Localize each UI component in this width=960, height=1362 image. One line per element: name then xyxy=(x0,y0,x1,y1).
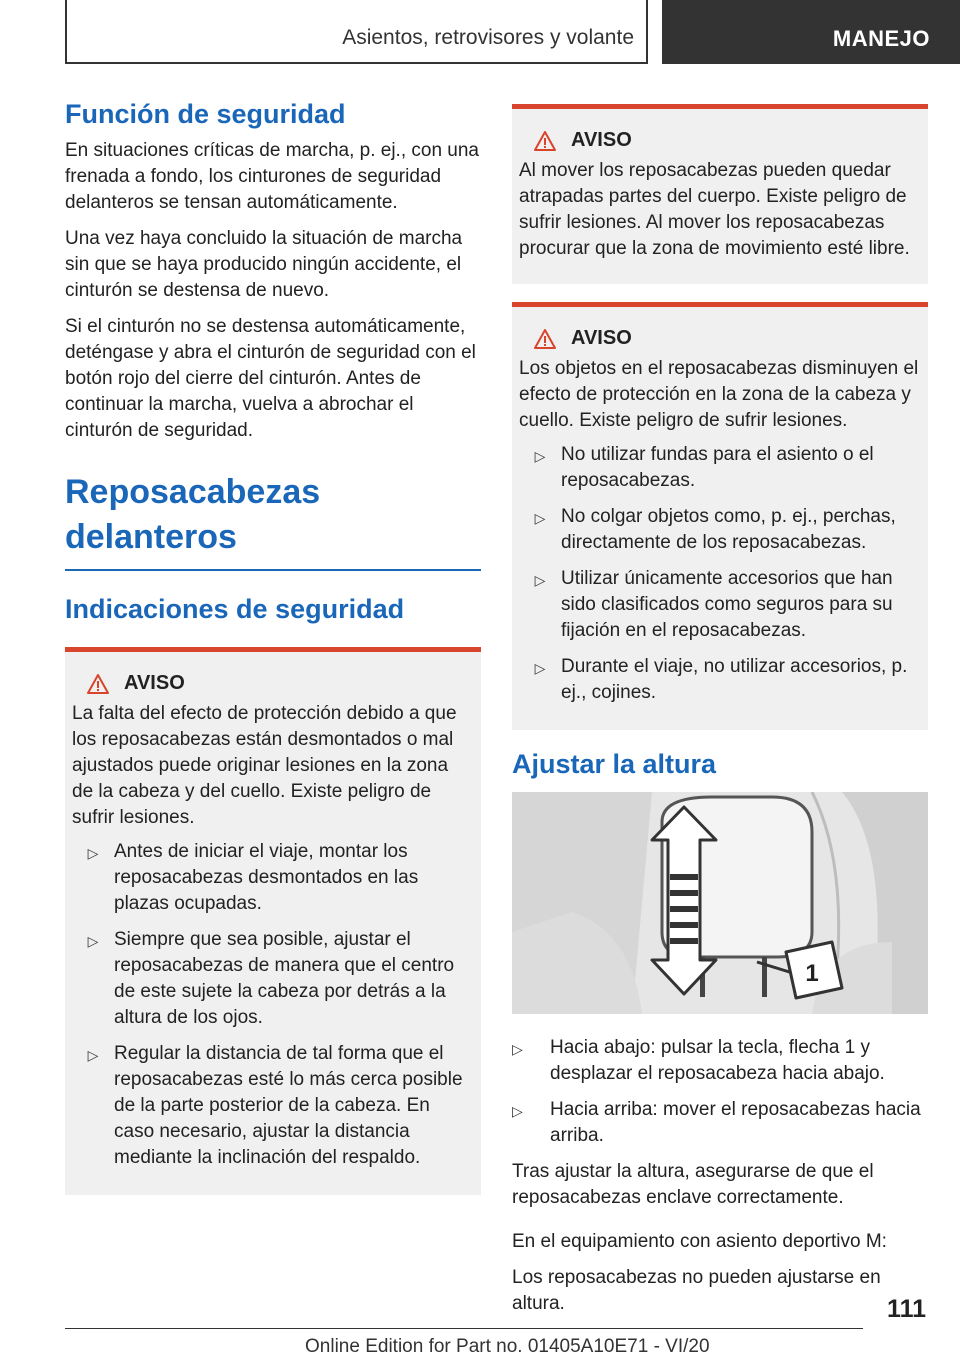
heading-reposacabezas-delanteros: Reposacabezas delanteros xyxy=(65,470,481,570)
paragraph: En el equipamiento con asiento deportivo M: xyxy=(512,1231,887,1253)
headrest-illustration xyxy=(512,792,928,1014)
triangle-bullet-icon: ▷ xyxy=(512,1103,523,1120)
heading-funcion-seguridad: Función de seguridad xyxy=(65,99,346,129)
list-item-text: Antes de iniciar el viaje, montar los reposacabezas desmontados en las plazas ocupadas. xyxy=(114,841,419,915)
page-number: 111 xyxy=(887,1295,926,1323)
triangle-bullet-icon: ▷ xyxy=(87,933,99,950)
header-chapter-tab xyxy=(662,0,960,64)
triangle-bullet-icon: ▷ xyxy=(512,1041,523,1058)
list-item xyxy=(72,1041,474,1171)
warning-title xyxy=(519,327,921,350)
footer-edition: Online Edition for Part no. 01405A10E71 - VI/20 xyxy=(305,1336,710,1357)
warning-text: La falta del efecto de protección debido a que los reposacabezas están desmontados o mal ajustados puede originar lesiones en la zona de la cabeza y del cuello. Existe peligro de sufrir lesiones. xyxy=(72,703,457,829)
header-section-title: Asientos, retrovisores y volante xyxy=(342,26,634,49)
list-item-text: No utilizar fundas para el asiento o el reposacabezas. xyxy=(561,444,874,491)
list-item-text: Utilizar únicamente accesorios que han sido clasificados como seguros para su fijación en el reposacabezas. xyxy=(561,568,893,641)
list-item-text: Siempre que sea posible, ajustar el reposacabezas de manera que el centro de este sujete la cabeza por detrás a la altura de los ojos. xyxy=(114,929,455,1029)
heading-ajustar-altura: Ajustar la altura xyxy=(512,749,717,779)
triangle-bullet-icon: ▷ xyxy=(87,845,99,862)
header-section-box xyxy=(65,0,648,64)
triangle-bullet-icon: ▷ xyxy=(534,660,546,676)
warning-triangle-icon xyxy=(533,328,557,350)
left-column xyxy=(65,98,481,1213)
warning-title-text: AVISO xyxy=(571,327,632,349)
header-chapter-label: MANEJO xyxy=(832,26,930,51)
list-item xyxy=(519,654,921,706)
list-item xyxy=(512,1035,928,1087)
warning-triangle-icon xyxy=(533,130,557,152)
warning-title-text: AVISO xyxy=(124,672,185,695)
paragraph: En situaciones críticas de marcha, p. ej., con una frenada a fondo, los cinturones de seguridad delanteros se tensan automáticamente. xyxy=(65,140,479,214)
heading-indicaciones-seguridad: Indicaciones de seguridad xyxy=(65,593,405,624)
warning-text: Al mover los reposacabezas pueden quedar atrapadas partes del cuerpo. Existe peligro de sufrir lesiones. Al mover los reposacabezas procurar que la zona de movimiento esté libre. xyxy=(519,160,910,259)
warning-title-text: AVISO xyxy=(571,129,632,151)
warning-list xyxy=(72,839,474,1171)
adjust-list xyxy=(512,1035,928,1149)
list-item xyxy=(519,566,921,644)
list-item-text: Hacia arriba: mover el reposacabezas hacia arriba. xyxy=(550,1099,921,1147)
triangle-bullet-icon: ▷ xyxy=(534,448,546,464)
footer-divider xyxy=(65,1328,863,1329)
list-item-text: Hacia abajo: pulsar la tecla, flecha 1 y desplazar el reposacabeza hacia abajo. xyxy=(550,1037,885,1085)
paragraph: Los reposacabezas no pueden ajustarse en altura. xyxy=(512,1267,881,1315)
right-column xyxy=(512,104,928,1327)
warning-title xyxy=(519,129,921,152)
triangle-bullet-icon: ▷ xyxy=(534,510,546,526)
list-item xyxy=(519,504,921,556)
warning-box xyxy=(512,104,928,284)
triangle-bullet-icon: ▷ xyxy=(534,572,546,588)
triangle-bullet-icon: ▷ xyxy=(87,1047,99,1064)
list-item-text: No colgar objetos como, p. ej., perchas, directamente de los reposacabezas. xyxy=(561,506,896,553)
list-item xyxy=(72,839,474,917)
warning-box xyxy=(512,302,928,730)
list-item-text: Regular la distancia de tal forma que el reposacabezas esté lo más cerca posible de la parte posterior de la cabeza. En caso necesario, ajustar la distancia mediante la inclinación del respaldo. xyxy=(114,1043,463,1169)
paragraph: Una vez haya concluido la situación de marcha sin que se haya producido ningún accidente, el cinturón se destensa de nuevo. xyxy=(65,228,463,302)
list-item xyxy=(72,927,474,1031)
figure-callout-label: 1 xyxy=(805,960,819,988)
warning-title xyxy=(72,672,474,695)
list-item xyxy=(519,442,921,494)
list-item-text: Durante el viaje, no utilizar accesorios, p. ej., cojines. xyxy=(561,656,908,703)
warning-triangle-icon xyxy=(86,673,110,695)
warning-box xyxy=(65,647,481,1195)
paragraph: Si el cinturón no se destensa automáticamente, deténgase y abra el cinturón de seguridad con el botón rojo del cierre del cinturón. Antes de continuar la marcha, vuelva a abrochar el cinturón de seguridad. xyxy=(65,316,476,442)
list-item xyxy=(512,1097,928,1149)
warning-text: Los objetos en el reposacabezas disminuyen el efecto de protección en la zona de la cabeza y cuello. Existe peligro de sufrir lesiones. xyxy=(519,358,919,431)
paragraph: Tras ajustar la altura, asegurarse de que el reposacabezas enclave correctamente. xyxy=(512,1161,874,1209)
warning-list xyxy=(519,442,921,706)
